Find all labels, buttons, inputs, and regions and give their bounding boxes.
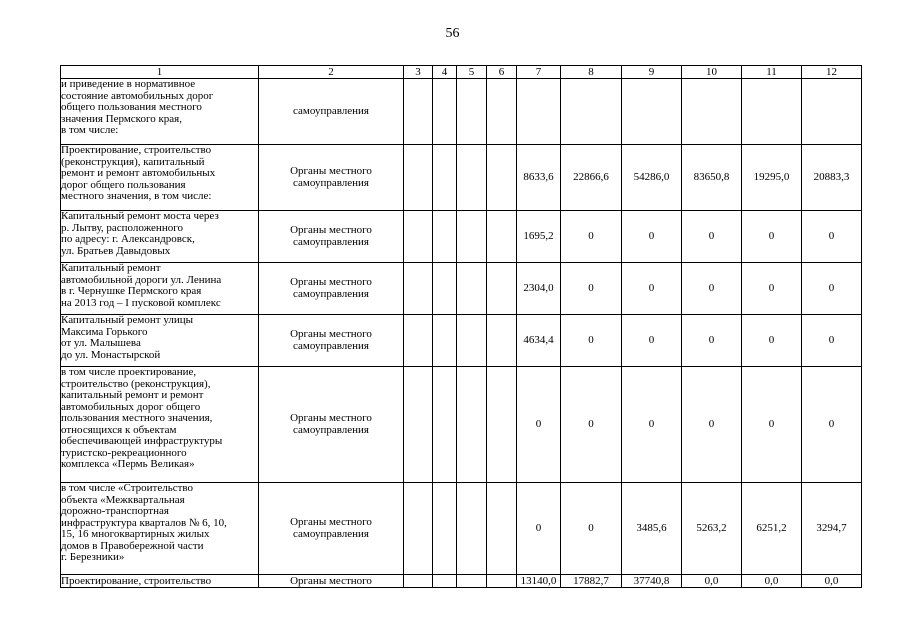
value-cell [404, 483, 433, 575]
value-cell: 0 [622, 211, 682, 263]
value-cell: 0 [682, 211, 742, 263]
table-row [61, 483, 862, 575]
value-cell [433, 575, 457, 588]
value-cell: 6251,2 [742, 483, 802, 575]
value-cell: 0 [517, 483, 561, 575]
value-cell: 13140,0 [517, 575, 561, 588]
value-cell: 19295,0 [742, 145, 802, 211]
row-executor: Органы местного самоуправления [290, 276, 372, 300]
value-cell: 0 [622, 367, 682, 483]
value-cell: 0 [561, 263, 622, 315]
value-cell: 0,0 [802, 575, 862, 588]
value-cell: 0 [742, 263, 802, 315]
row-executor: Органы местного самоуправления [290, 224, 372, 248]
value-cell [457, 575, 487, 588]
value-cell [682, 79, 742, 145]
value-cell [404, 79, 433, 145]
row-description: в том числе «Строительство объекта «Межквартальная дорожно-транспортная инфраструктура кварталов № 6, 10, 15, 16 многоквартирных жилых домов в Правобережной части г. Березники» [61, 482, 227, 563]
value-cell [457, 145, 487, 211]
table-row [61, 315, 862, 367]
row-description: и приведение в нормативное состояние автомобильных дорог общего пользования местного значения Пермского края, в том числе: [61, 78, 214, 136]
value-cell [802, 79, 862, 145]
value-cell [404, 211, 433, 263]
value-cell: 1695,2 [517, 211, 561, 263]
value-cell: 4634,4 [517, 315, 561, 367]
table-row [61, 367, 862, 483]
column-number: 10 [682, 66, 742, 79]
value-cell [487, 79, 517, 145]
table-row [61, 575, 862, 588]
value-cell [433, 263, 457, 315]
value-cell: 2304,0 [517, 263, 561, 315]
value-cell [487, 211, 517, 263]
value-cell [404, 575, 433, 588]
row-executor: Органы местного самоуправления [290, 412, 372, 436]
row-description: в том числе проектирование, строительство (реконструкция), капитальный ремонт и ремонт автомобильных дорог общего пользования местного значения, относящихся к объектам обеспечивающей инфраструктуры туристско-рекреационного комплекса «Пермь Великая» [61, 366, 223, 470]
value-cell [742, 79, 802, 145]
value-cell [457, 79, 487, 145]
value-cell: 0 [517, 367, 561, 483]
column-number: 8 [561, 66, 622, 79]
column-number: 9 [622, 66, 682, 79]
value-cell: 0,0 [742, 575, 802, 588]
value-cell: 0 [682, 263, 742, 315]
row-executor: Органы местного самоуправления [290, 165, 372, 189]
row-executor: Органы местного самоуправления [290, 516, 372, 540]
value-cell: 17882,7 [561, 575, 622, 588]
value-cell [433, 483, 457, 575]
value-cell: 0 [561, 315, 622, 367]
value-cell: 0 [742, 211, 802, 263]
row-description: Проектирование, строительство [61, 575, 212, 587]
value-cell [404, 145, 433, 211]
value-cell [457, 315, 487, 367]
column-number: 5 [457, 66, 487, 79]
value-cell: 3294,7 [802, 483, 862, 575]
column-number: 4 [433, 66, 457, 79]
value-cell [457, 483, 487, 575]
value-cell: 0 [802, 367, 862, 483]
value-cell: 0 [742, 315, 802, 367]
row-executor: самоуправления [293, 104, 369, 117]
value-cell: 37740,8 [622, 575, 682, 588]
value-cell: 54286,0 [622, 145, 682, 211]
row-description: Капитальный ремонт автомобильной дороги ул. Ленина в г. Чернушке Пермского края на 2013 год – I пусковой комплекс [61, 262, 222, 309]
value-cell [404, 367, 433, 483]
value-cell [404, 315, 433, 367]
column-number: 12 [802, 66, 862, 79]
value-cell: 0 [802, 263, 862, 315]
row-executor: Органы местного самоуправления [290, 328, 372, 352]
value-cell: 20883,3 [802, 145, 862, 211]
row-description: Капитальный ремонт улицы Максима Горького от ул. Малышева до ул. Монастырской [61, 314, 193, 361]
value-cell: 0 [561, 211, 622, 263]
page-number: 56 [445, 26, 460, 41]
value-cell [487, 263, 517, 315]
value-cell [622, 79, 682, 145]
value-cell [433, 211, 457, 263]
table-row [61, 79, 862, 145]
column-number-row [61, 66, 862, 79]
value-cell [457, 263, 487, 315]
value-cell [517, 79, 561, 145]
table-row [61, 145, 862, 211]
column-number: 7 [517, 66, 561, 79]
value-cell [487, 483, 517, 575]
value-cell: 0 [682, 367, 742, 483]
value-cell: 0 [802, 211, 862, 263]
row-description: Капитальный ремонт моста через р. Лытву, расположенного по адресу: г. Александровск, ул. Братьев Давыдовых [61, 210, 219, 257]
value-cell: 83650,8 [682, 145, 742, 211]
table-row [61, 263, 862, 315]
column-number: 6 [487, 66, 517, 79]
value-cell: 0 [802, 315, 862, 367]
value-cell: 0 [561, 367, 622, 483]
column-number: 2 [259, 66, 404, 79]
column-number: 1 [61, 66, 259, 79]
value-cell [404, 263, 433, 315]
value-cell [487, 315, 517, 367]
column-number: 3 [404, 66, 433, 79]
value-cell: 0,0 [682, 575, 742, 588]
budget-table [60, 65, 862, 588]
value-cell [487, 367, 517, 483]
value-cell: 0 [682, 315, 742, 367]
value-cell: 5263,2 [682, 483, 742, 575]
table-row [61, 211, 862, 263]
column-number: 11 [742, 66, 802, 79]
value-cell [433, 367, 457, 483]
value-cell [433, 79, 457, 145]
value-cell [561, 79, 622, 145]
value-cell [487, 145, 517, 211]
value-cell [457, 367, 487, 483]
value-cell: 8633,6 [517, 145, 561, 211]
value-cell: 0 [561, 483, 622, 575]
value-cell: 0 [622, 315, 682, 367]
value-cell: 0 [742, 367, 802, 483]
value-cell [433, 315, 457, 367]
value-cell: 22866,6 [561, 145, 622, 211]
value-cell: 0 [622, 263, 682, 315]
row-executor: Органы местного [290, 575, 372, 587]
value-cell [433, 145, 457, 211]
row-description: Проектирование, строительство (реконструкция), капитальный ремонт и ремонт автомобильных дорог общего пользования местного значения, в том числе: [61, 144, 216, 202]
value-cell [487, 575, 517, 588]
value-cell [457, 211, 487, 263]
value-cell: 3485,6 [622, 483, 682, 575]
